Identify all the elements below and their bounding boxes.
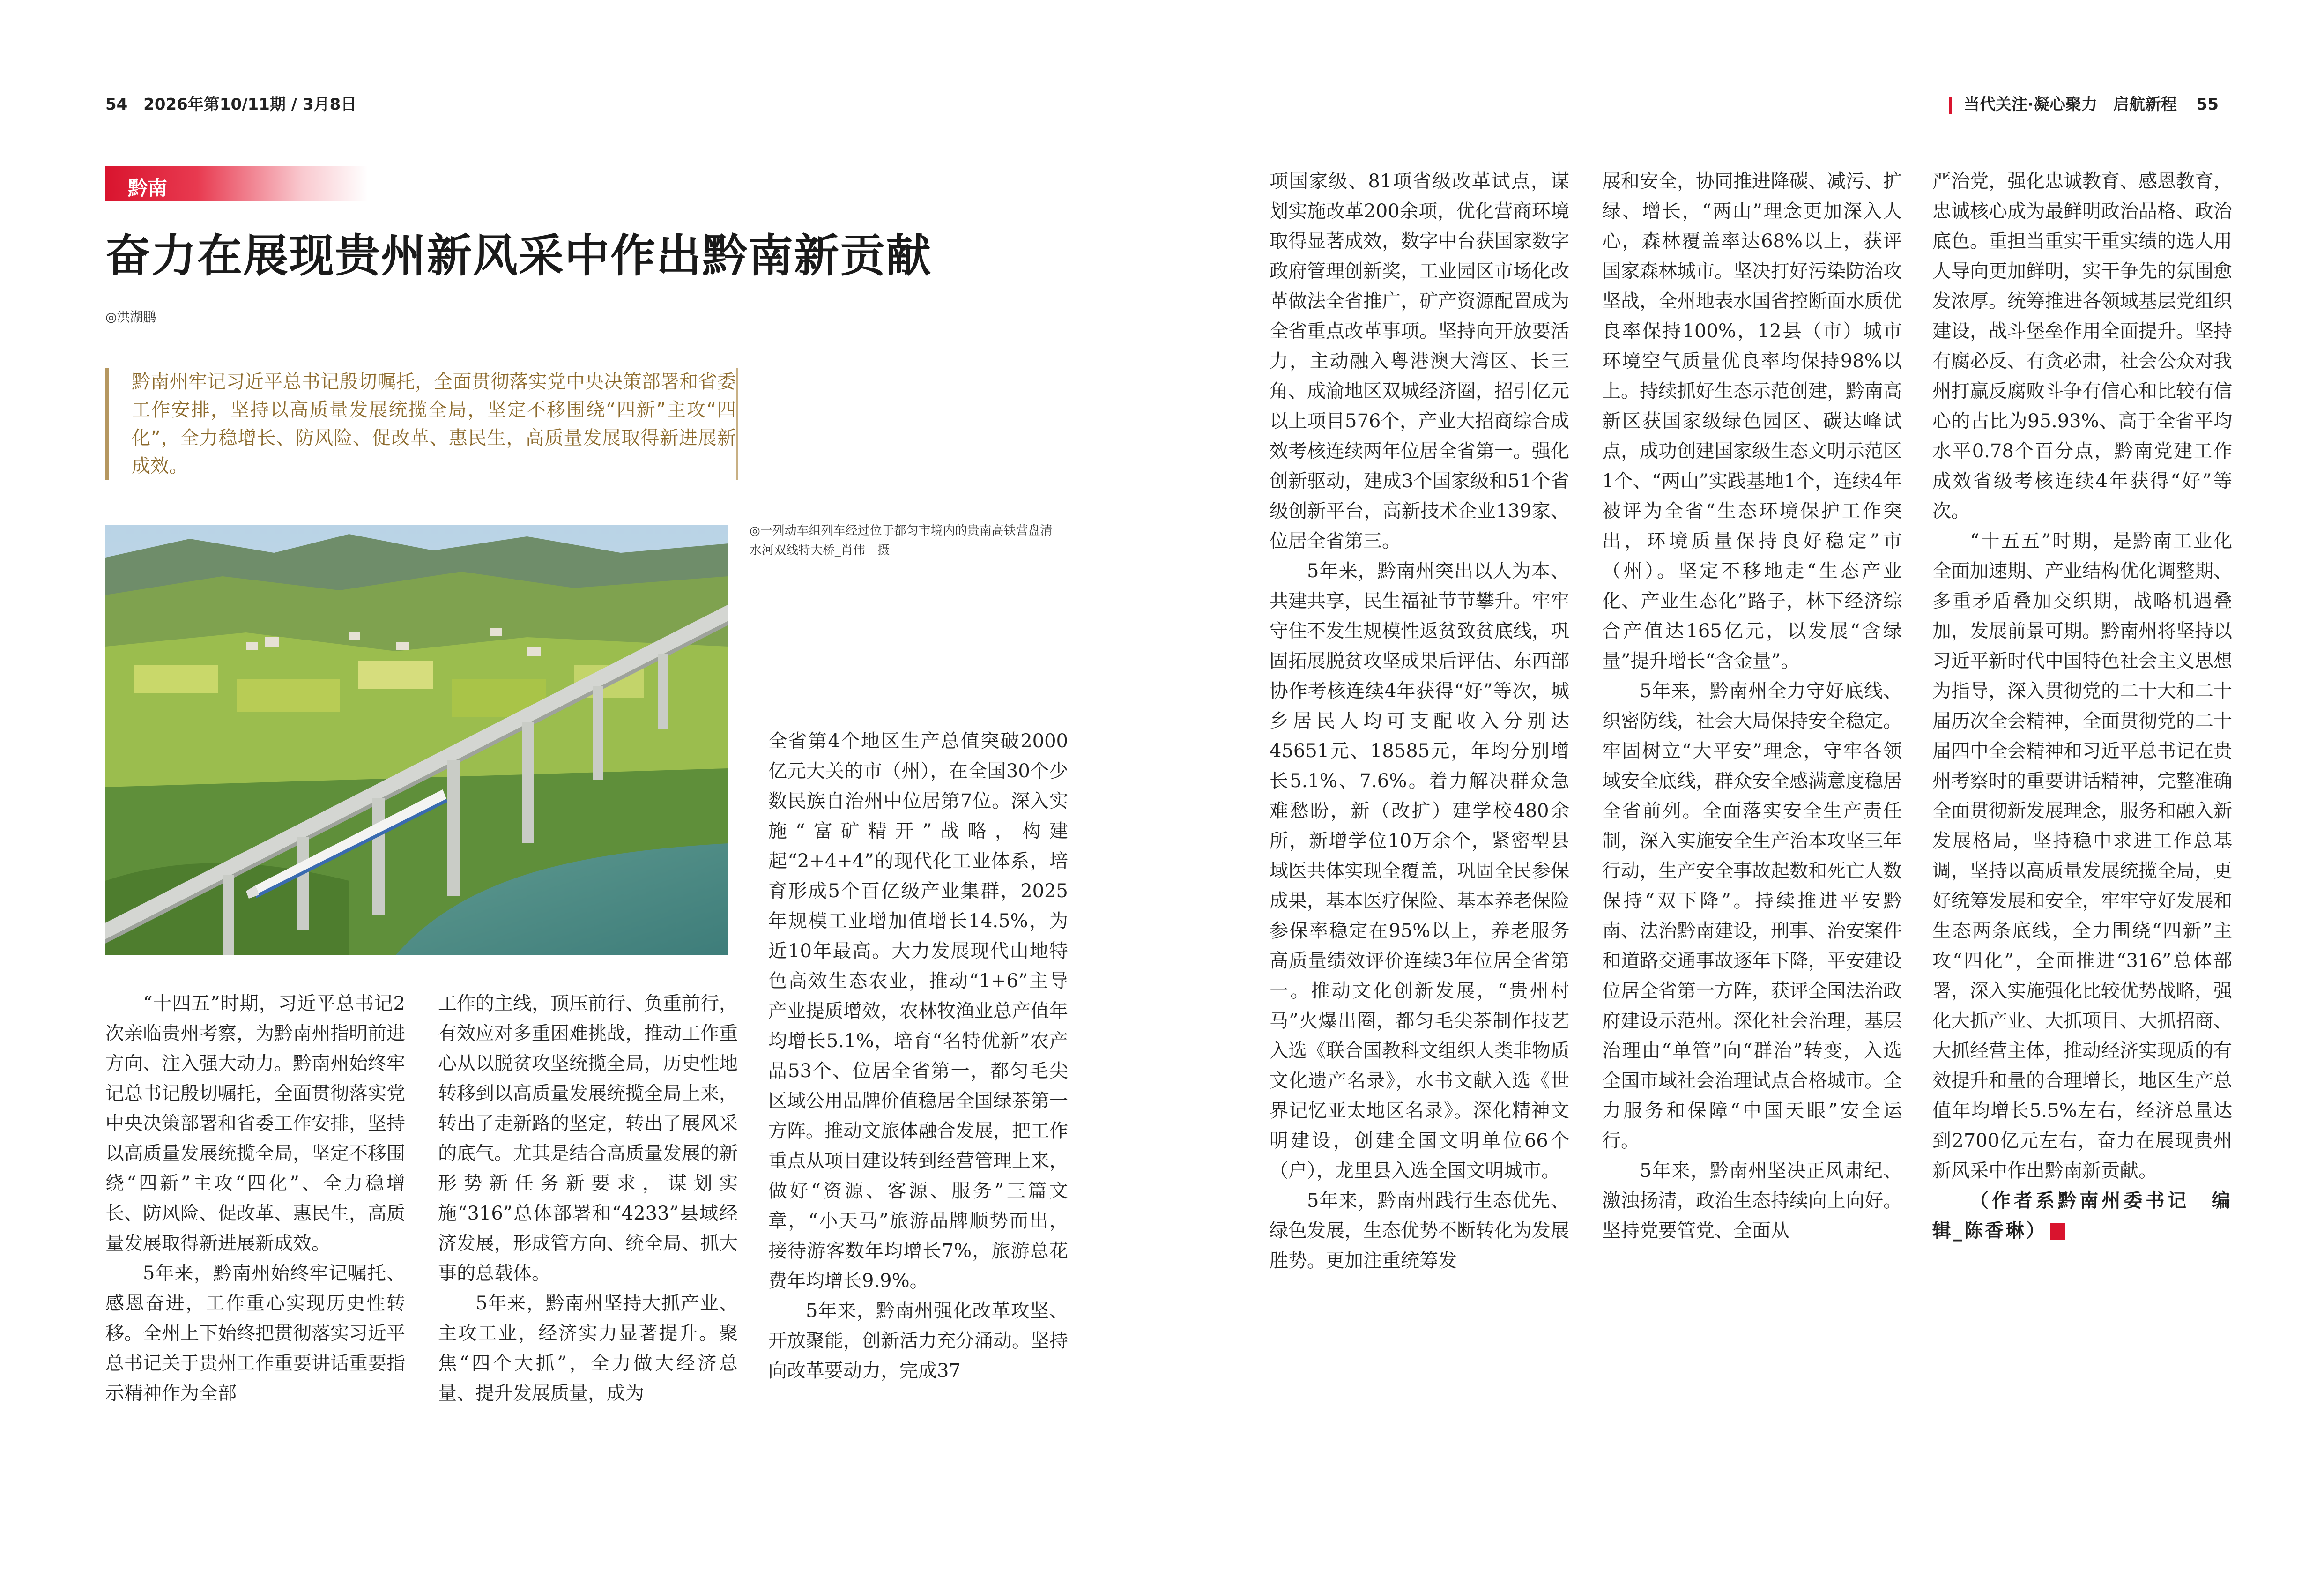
author-signature [1932, 1186, 2232, 1246]
paragraph: 全省第4个地区生产总值突破2000亿元大关的市（州），在全国30个少数民族自治州中位居第7位。深入实施“富矿精开”战略，构建起“2+4+4”的现代化工业体系，培育形成5个百亿级产业集群，2025年规模工业增加值增长14.5%，为近10年最高。大力发展现代山地特色高效生态农业，推动“1+6”主导产业提质增效，农林牧渔业总产值年均增长5.1%，培育“名特优新”农产品53个、位居全省第一，都匀毛尖区域公用品牌价值稳居全国绿茶第一方阵。推动文旅体融合发展，把工作重点从项目建设转到经营管理上来，做好“资源、客源、服务”三篇文章，“小天马”旅游品牌顺势而出，接待游客数年均增长7%，旅游总花费年均增长9.9%。 [768, 730, 1068, 1292]
text-column-1 [105, 989, 405, 1408]
article-photo [105, 525, 728, 955]
text-column-3 [768, 726, 1068, 1386]
train-bridge-illustration [105, 525, 728, 955]
page-header-left [105, 91, 356, 114]
page-header-right [1949, 91, 2219, 114]
paragraph: 展和安全，协同推进降碳、减污、扩绿、增长，“两山”理念更加深入人心，森林覆盖率达68%以上，获评国家森林城市。坚决打好污染防治攻坚战，全州地表水国省控断面水质优良率保持100%，12县（市）城市环境空气质量优良率均保持98%以上。持续抓好生态示范创建，黔南高新区获国家级绿色园区、碳达峰试点，成功创建国家级生态文明示范区1个、“两山”实践基地1个，连续4年被评为全省“生态环境保护工作突出，环境质量保持良好稳定”市（州）。坚定不移地走“生态产业化、产业生态化”路子，林下经济综合产值达165亿元，以发展“含绿量”提升增长“含金量”。 [1602, 171, 1902, 672]
column-tag [105, 166, 368, 201]
article-title: 奋力在展现贵州新风采中作出黔南新贡献 [105, 229, 932, 282]
end-mark-icon: D [2050, 1223, 2065, 1240]
page-number-left: 54 [105, 95, 128, 114]
paragraph: “十五五”时期，是黔南工业化全面加速期、产业结构优化调整期、多重矛盾叠加交织期，战略机遇叠加，发展前景可期。黔南州将坚持以习近平新时代中国特色社会主义思想为指导，深入贯彻党的二十大和二十届历次全会精神，全面贯彻党的二十届四中全会精神和习近平总书记在贵州考察时的重要讲话精神，完整准确全面贯彻新发展理念，服务和融入新发展格局，坚持稳中求进工作总基调，坚持以高质量发展统揽全局，更好统筹发展和安全，牢牢守好发展和生态两条底线，全力围绕“四新”主攻“四化”，全面推进“316”总体部署，深入实施强化比较优势战略，强化大抓产业、大抓项目、大抓招商、大抓经营主体，推动经济实现质的有效提升和量的合理增长，地区生产总值年均增长5.5%左右，经济总量达到2700亿元左右，奋力在展现贵州新风采中作出黔南新贡献。 [1932, 530, 2232, 1182]
page-number-right: 55 [2196, 95, 2219, 114]
paragraph: 工作的主线，顶压前行、负重前行，有效应对多重困难挑战，推动工作重心从以脱贫攻坚统揽全局，历史性地转移到以高质量发展统揽全局上来，转出了走新路的坚定，转出了展风采的底气。尤其是结合高质量发展的新形势新任务新要求，谋划实施“316”总体部署和“4233”县域经济发展，形成管方向、统全局、抓大事的总载体。 [438, 993, 738, 1284]
paragraph: 严治党，强化忠诚教育、感恩教育，忠诚核心成为最鲜明政治品格、政治底色。重担当重实干重实绩的选人用人导向更加鲜明，实干争先的氛围愈发浓厚。统筹推进各领域基层党组织建设，战斗堡垒作用全面提升。坚持有腐必反、有贪必肃，社会公众对我州打赢反腐败斗争有信心和比较有信心的占比为95.93%、高于全省平均水平0.78个百分点，黔南党建工作成效省级考核连续4年获得“好”等次。 [1932, 171, 2232, 522]
issue-info: 2026年第10/11期 / 3月8日 [143, 95, 357, 114]
paragraph: 5年来，黔南州坚持大抓产业、主攻工业，经济实力显著提升。聚焦“四个大抓”，全力做大经济总量、提升发展质量，成为 [438, 1293, 738, 1404]
text-column-2 [438, 989, 738, 1408]
paragraph: 5年来，黔南州突出以人为本、共建共享，民生福祉节节攀升。牢牢守住不发生规模性返贫致贫底线，巩固拓展脱贫攻坚成果后评估、东西部协作考核连续4年获得“好”等次，城乡居民人均可支配收入分别达45651元、18585元，年均分别增长5.1%、7.6%。着力解决群众急难愁盼，新（改扩）建学校480余所，新增学位10万余个，紧密型县域医共体实现全覆盖，巩固全民参保成果，基本医疗保险、基本养老保险参保率稳定在95%以上，养老服务高质量绩效评价连续3年位居全省第一。推动文化创新发展，“贵州村马”火爆出圈，都匀毛尖茶制作技艺入选《联合国教科文组织人类非物质文化遗产名录》，水书文献入选《世界记忆亚太地区名录》。深化精神文明建设，创建全国文明单位66个（户），龙里县入选全国文明城市。 [1270, 560, 1569, 1182]
article-author: ◎洪湖鹏 [105, 309, 156, 325]
text-column-6 [1932, 166, 2232, 1246]
signature-text: （作者系黔南州委书记 编辑_陈香琳） [1932, 1190, 2232, 1242]
abstract-text: 黔南州牢记习近平总书记殷切嘱托，全面贯彻落实党中央决策部署和省委工作安排，坚持以高质量发展统揽全局，坚定不移围绕“四新”主攻“四化”，全力稳增长、防风险、促改革、惠民生，高质量发展取得新进展新成效。 [132, 371, 736, 477]
article-abstract [105, 368, 738, 480]
photo-caption: ◎一列动车组列车经过位于都匀市境内的贵南高铁营盘清水河双线特大桥_肖伟 摄 [750, 524, 1053, 558]
text-column-5 [1602, 166, 1902, 1246]
paragraph: “十四五”时期，习近平总书记2次亲临贵州考察，为黔南州指明前进方向、注入强大动力。黔南州始终牢记总书记殷切嘱托，全面贯彻落实党中央决策部署和省委工作安排，坚持以高质量发展统揽全局，坚定不移围绕“四新”主攻“四化”、全力稳增长、防风险、促改革、惠民生，高质量发展取得新进展新成效。 [105, 993, 405, 1254]
paragraph: 5年来，黔南州始终牢记嘱托、感恩奋进，工作重心实现历史性转移。全州上下始终把贯彻落实习近平总书记关于贵州工作重要讲话重要指示精神作为全部 [105, 1263, 405, 1404]
section-title: 当代关注·凝心聚力 启航新程 [1963, 95, 2177, 114]
text-column-4 [1270, 166, 1569, 1276]
paragraph: 5年来，黔南州强化改革攻坚、开放聚能，创新活力充分涌动。坚持向改革要动力，完成37 [768, 1300, 1068, 1382]
column-tag-label: 黔南 [128, 177, 168, 200]
paragraph: 5年来，黔南州坚决正风肃纪、激浊扬清，政治生态持续向上向好。坚持党要管党、全面从 [1602, 1160, 1902, 1242]
header-red-bar [1949, 97, 1952, 114]
paragraph: 5年来，黔南州全力守好底线、织密防线，社会大局保持安全稳定。牢固树立“大平安”理念，守牢各领域安全底线，群众安全感满意度稳居全省前列。全面落实安全生产责任制，深入实施安全生产治本攻坚三年行动，生产安全事故起数和死亡人数保持“双下降”。持续推进平安黔南、法治黔南建设，刑事、治安案件和道路交通事故逐年下降，平安建设位居全省第一方阵，获评全国法治政府建设示范州。深化社会治理，基层治理由“单管”向“群治”转变，入选全国市域社会治理试点合格城市。全力服务和保障“中国天眼”安全运行。 [1602, 680, 1902, 1152]
paragraph: 5年来，黔南州践行生态优先、绿色发展，生态优势不断转化为发展胜势。更加注重统筹发 [1270, 1190, 1569, 1272]
paragraph: 项国家级、81项省级改革试点，谋划实施改革200余项，优化营商环境取得显著成效，数字中台获国家数字政府管理创新奖，工业园区市场化改革做法全省推广，矿产资源配置成为全省重点改革事项。坚持向开放要活力，主动融入粤港澳大湾区、长三角、成渝地区双城经济圈，招引亿元以上项目576个，产业大招商综合成效考核连续两年位居全省第一。强化创新驱动，建成3个国家级和51个省级创新平台，高新技术企业139家、位居全省第三。 [1270, 171, 1569, 552]
